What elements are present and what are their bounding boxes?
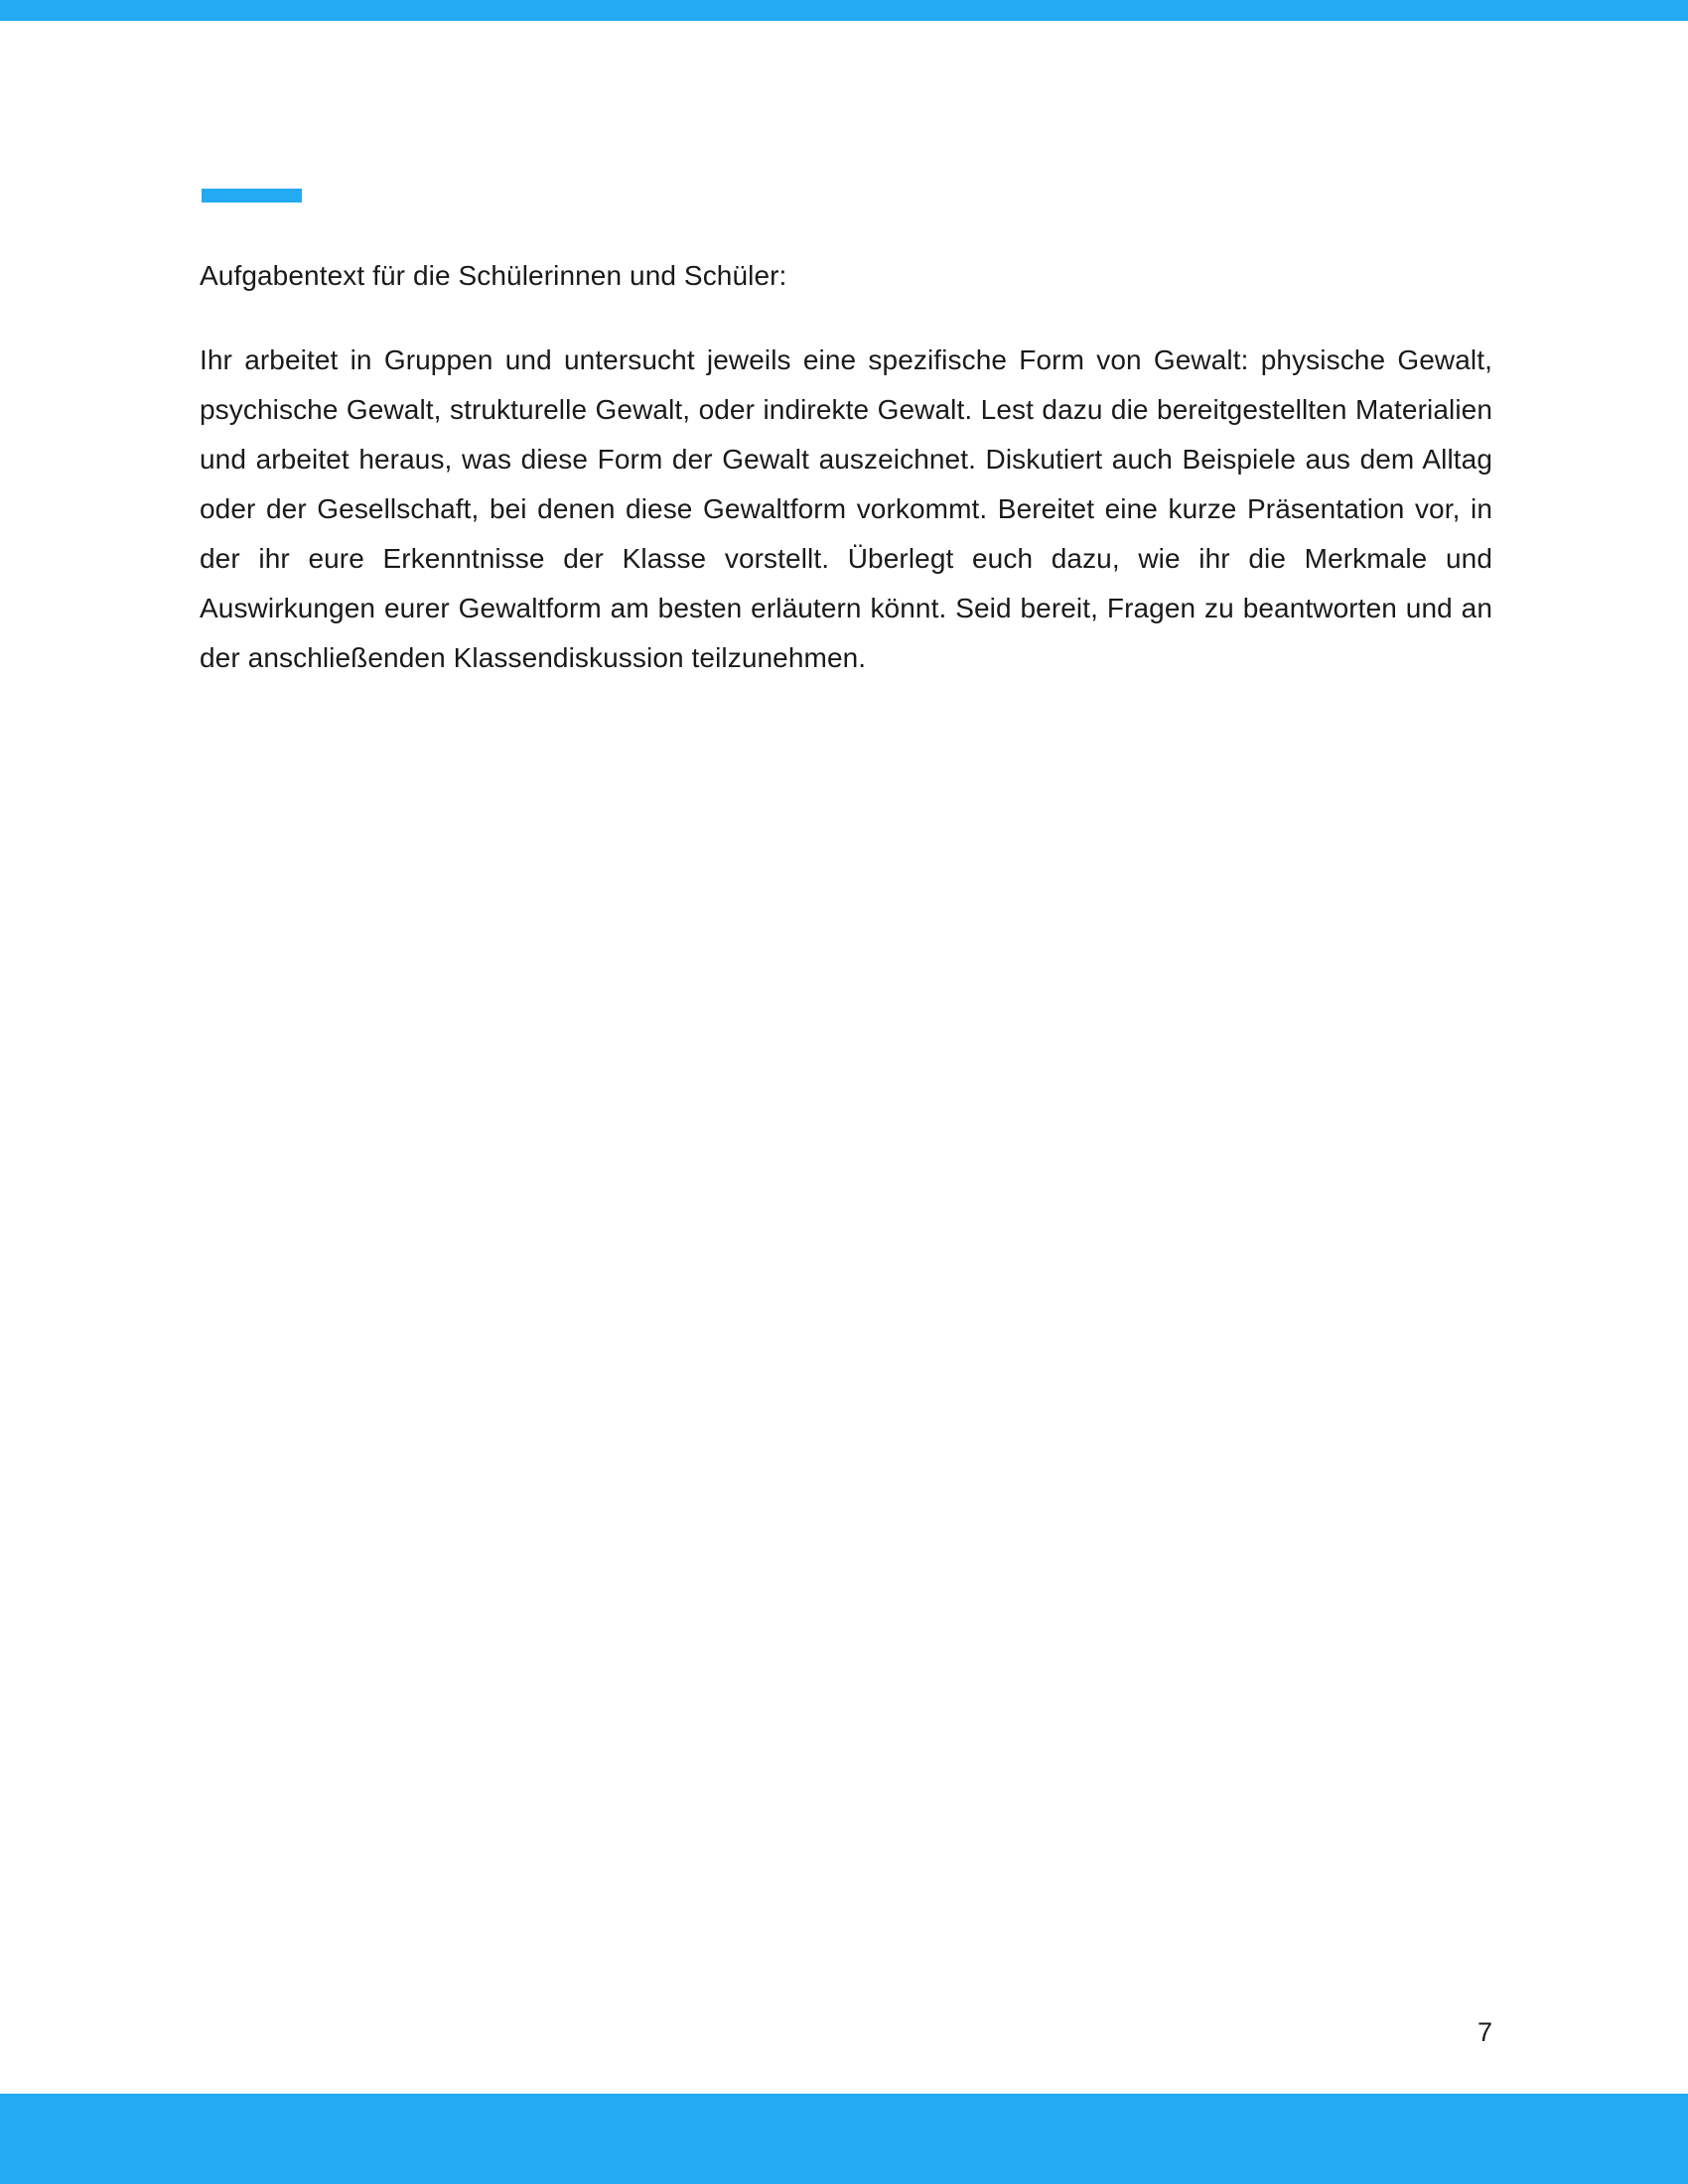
- content-column: [200, 0, 1492, 2184]
- page-number: 7: [1477, 2017, 1492, 2047]
- bottom-accent-bar: [0, 2094, 1688, 2184]
- page-title: Aufgabentext für die Schülerinnen und Schüler:: [200, 260, 787, 291]
- section-accent-dash: [202, 189, 302, 203]
- assignment-text-paragraph: Ihr arbeitet in Gruppen und untersucht jeweils eine spezifische Form von Gewalt: physische Gewalt, psychische Gewalt, strukturelle Gewalt, oder indirekte Gewalt. Lest dazu die bereitgestellten Materialien und arbeitet heraus, was diese Form der Gewalt auszeichnet. Diskutiert auch Beispiele aus dem Alltag oder der Gesellschaft, bei denen diese Gewaltform vorkommt. Bereitet eine kurze Präsentation vor, in der ihr eure Erkenntnisse der Klasse vorstellt. Überlegt euch dazu, wie ihr die Merkmale und Auswirkungen eurer Gewaltform am besten erläutern könnt. Seid bereit, Fragen zu beantworten und an der anschließenden Klassendiskussion teilzunehmen.: [200, 344, 1492, 673]
